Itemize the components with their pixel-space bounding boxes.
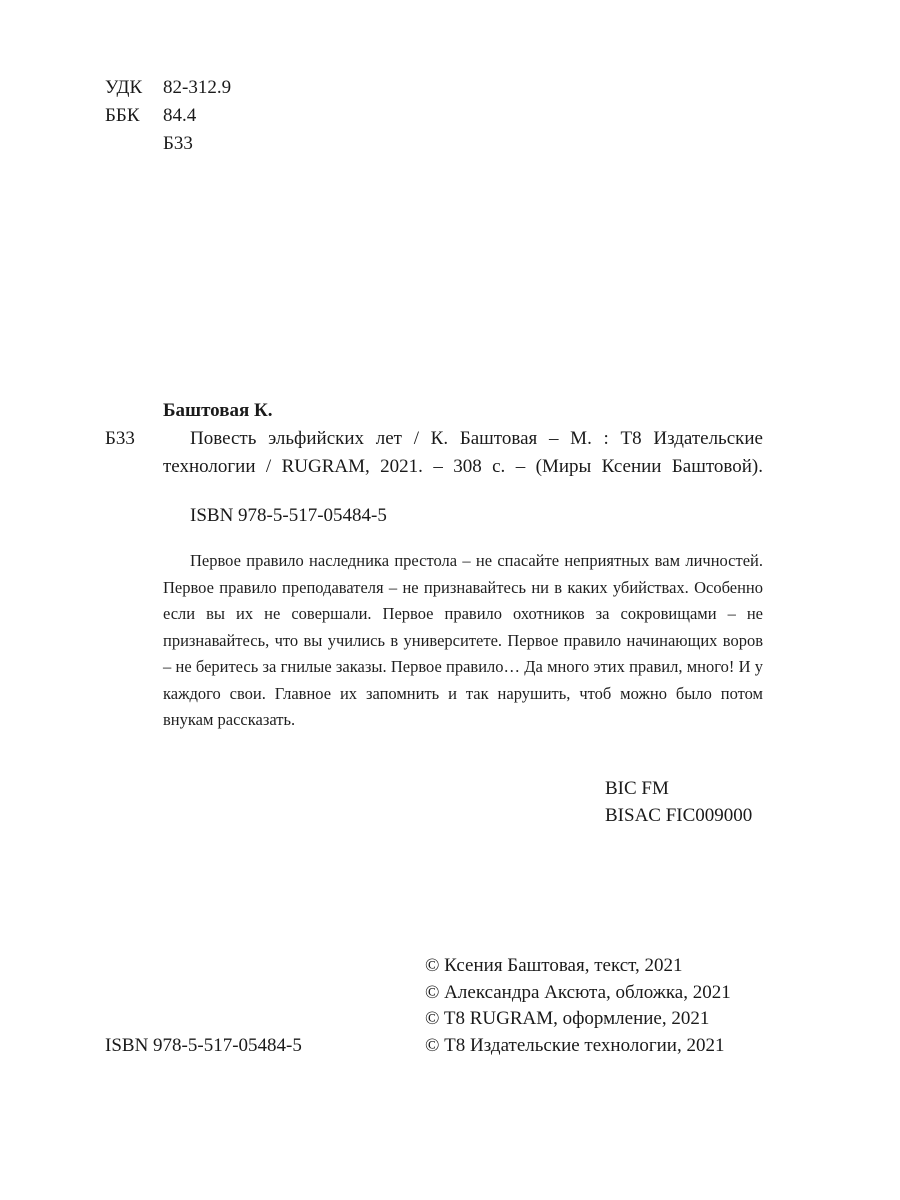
bisac-code: BISAC FIC009000 xyxy=(605,805,753,826)
record-author: Баштовая К. xyxy=(163,400,273,421)
udk-label: УДК xyxy=(105,77,143,98)
record-author-mark: Б33 xyxy=(105,428,135,449)
record-citation-line1: Повесть эльфийских лет / К. Баштовая – М. : Т8 Издательские xyxy=(190,428,763,449)
record-citation-line2: технологии / RUGRAM, 2021. – 308 с. – (Миры Ксении Баштовой). xyxy=(163,456,763,477)
bic-code: BIC FM xyxy=(605,778,669,799)
copyright-design: © T8 RUGRAM, оформление, 2021 xyxy=(425,1008,710,1029)
copyright-publisher: © Т8 Издательские технологии, 2021 xyxy=(425,1035,725,1056)
copyright-text: © Ксения Баштовая, текст, 2021 xyxy=(425,955,683,976)
record-isbn: ISBN 978-5-517-05484-5 xyxy=(190,505,387,526)
copyright-cover: © Александра Аксюта, обложка, 2021 xyxy=(425,982,731,1003)
footer-isbn: ISBN 978-5-517-05484-5 xyxy=(105,1035,302,1056)
bbk-value: 84.4 xyxy=(163,105,197,126)
bbk-label: ББК xyxy=(105,105,140,126)
author-mark: Б33 xyxy=(163,133,193,154)
udk-value: 82-312.9 xyxy=(163,77,232,98)
book-annotation: Первое правило наследника престола – не спасайте неприятных вам личностей. Первое правило преподавателя – не признавайтесь ни в каких убийствах. Особенно если вы их не совершали. Первое правило охотников за сокровищами – не признавайтесь, что вы учились в университете. Первое правило начинающих воров – не беритесь за гнилые заказы. Первое правило… Да много этих правил, много! И у каждого свои. Главное их запомнить и так нарушить, чтоб можно было потом внукам рассказать. xyxy=(163,551,763,729)
